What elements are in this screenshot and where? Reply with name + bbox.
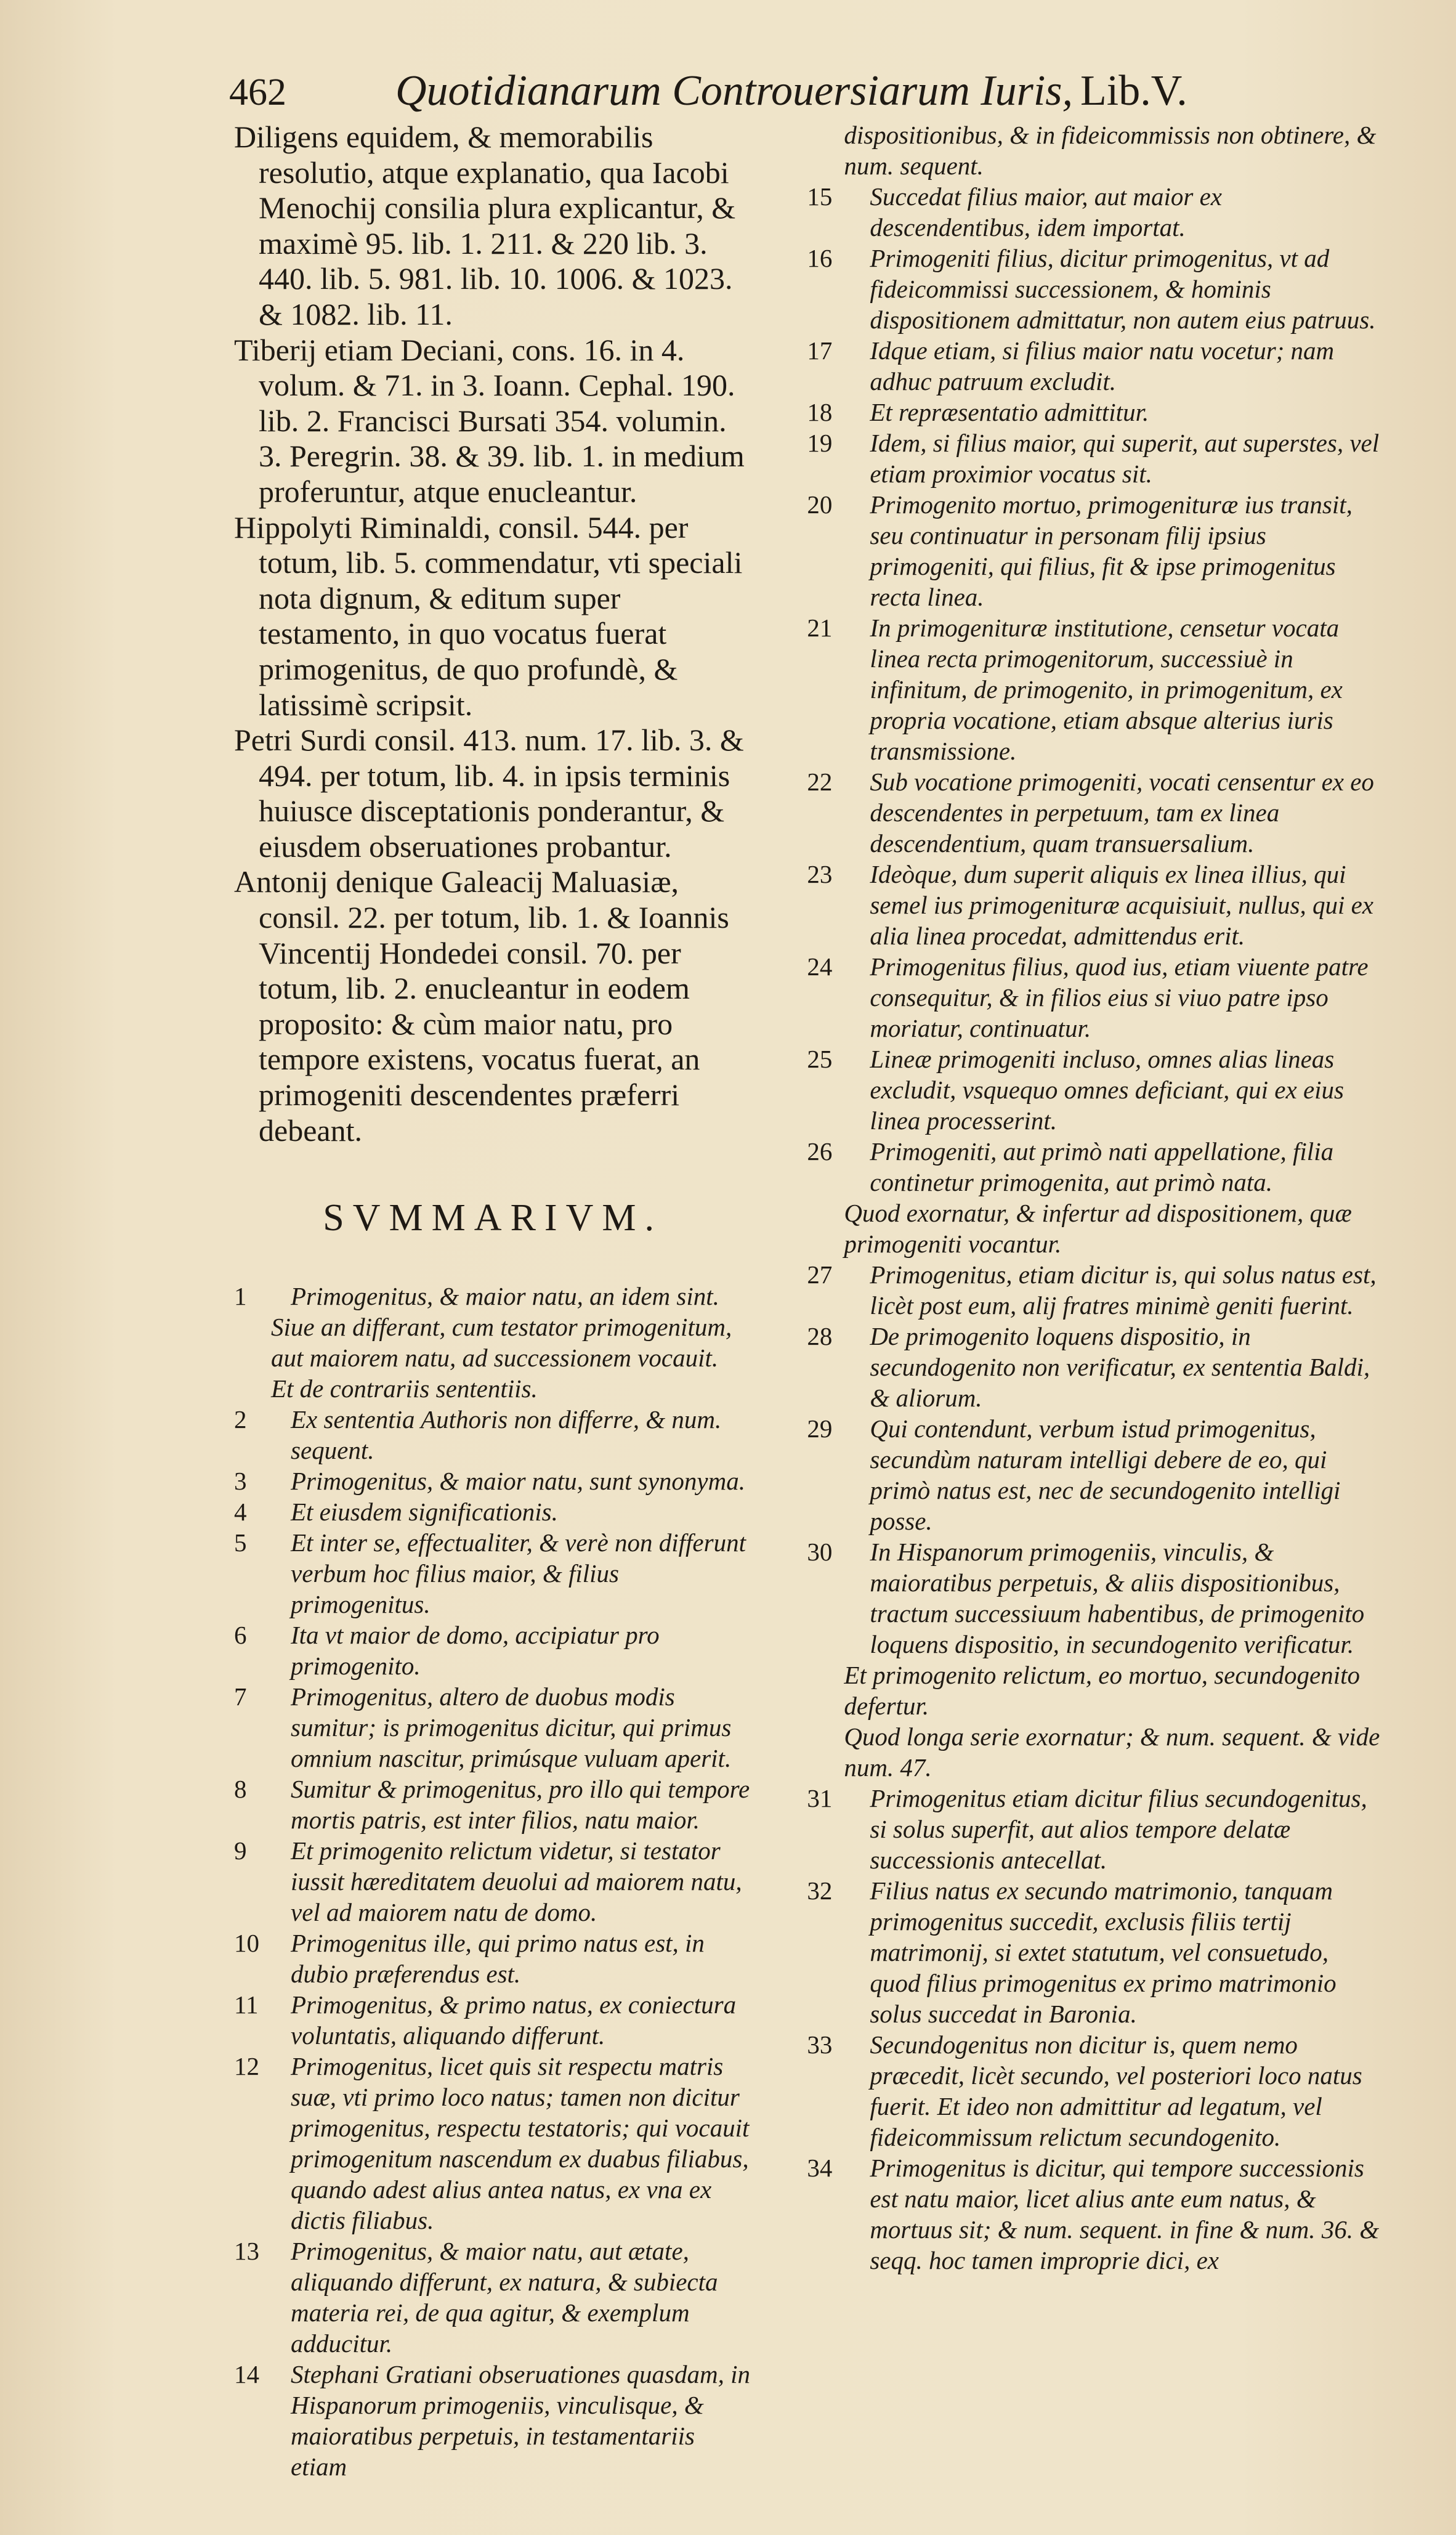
paragraph: Tiberij etiam Deciani, cons. 16. in 4. volum. & 71. in 3. Ioann. Cephal. 190. lib. 2. Francisci Bursati 354. volumin. 3. Peregrin. 38. & 39. lib. 1. in medium proferuntur, atque enucleantur. bbox=[234, 332, 745, 509]
entry-number: 21 bbox=[807, 614, 833, 642]
entry-number: 5 bbox=[234, 1528, 247, 1557]
summary-entry bbox=[807, 397, 1382, 428]
paragraph: Hippolyti Riminaldi, consil. 544. per totum, lib. 5. commendatur, vti speciali nota dignum, & editum super testamento, in quo vocatus fuerat primogenitus, de quo profundè, & latissimè scripsit. bbox=[234, 509, 743, 722]
entry-number: 12 bbox=[234, 2052, 259, 2081]
summary-entry bbox=[807, 243, 1382, 335]
entry-number: 33 bbox=[807, 2030, 833, 2059]
entry-text: Ex sententia Authoris non differre, & num. sequent. bbox=[291, 1405, 722, 1465]
entry-text: Primogenitus etiam dicitur filius secundogenitus, si solus superfit, aut alios tempore delatæ successionis antecellat. bbox=[870, 1784, 1367, 1874]
entry-subtext: dispositionibus, & in fideicommissis non obtinere, & num. sequent. bbox=[844, 121, 1377, 180]
entry-text: Primogenitus, & maior natu, sunt synonyma. bbox=[291, 1467, 745, 1496]
entry-text: Primogenitus, altero de duobus modis sumitur; is primogenitus dicitur, qui primus omnium nascitur, primúsque vuluam aperit. bbox=[291, 1682, 732, 1773]
entry-subtext: Et de contrariis sententiis. bbox=[271, 1374, 538, 1403]
entry-number: 7 bbox=[234, 1682, 247, 1711]
summary-entry bbox=[234, 1928, 751, 1989]
summary-entry bbox=[807, 2152, 1382, 2276]
entry-subtext: Siue an differant, cum testator primogenitum, aut maiorem natu, ad successionem vocauit. bbox=[271, 1313, 732, 1373]
running-title: Quotidianarum Controuersiarum Iuris, bbox=[395, 67, 1074, 115]
entry-text: Secundogenitus non dicitur is, quem nemo præcedit, licèt secundo, vel posteriori loco natus fuerit. Et ideo non admittitur ad legatum, vel fideicommissum relictum secundogenito. bbox=[870, 2030, 1362, 2151]
entry-number: 15 bbox=[807, 182, 833, 211]
summary-entry bbox=[807, 1875, 1382, 2029]
left-column bbox=[234, 120, 751, 2482]
entry-text: Ideòque, dum superit aliquis ex linea illius, qui semel ius primogenituræ acquisiuit, nullus, qui ex alia linea procedat, admittendus erit. bbox=[870, 860, 1373, 950]
entry-text: Idem, si filius maior, qui superit, aut superstes, vel etiam proximior vocatus sit. bbox=[870, 429, 1380, 488]
entry-text: Idque etiam, si filius maior natu vocetur; nam adhuc patruum excludit. bbox=[870, 336, 1335, 395]
entry-number: 31 bbox=[807, 1784, 833, 1812]
entry-number: 22 bbox=[807, 768, 833, 796]
book-number: Lib.V. bbox=[1080, 67, 1187, 115]
entry-text: Et primogenito relictum videtur, si testator iussit hæreditatem deuolui ad maiorem natu, vel ad maiorem natu de domo. bbox=[291, 1836, 742, 1927]
entry-text: Et eiusdem significationis. bbox=[291, 1498, 558, 1527]
entry-text: Primogenitus, & maior natu, aut ætate, aliquando differunt, ex natura, & subiecta materia rei, de qua agitur, & exemplum adducitur. bbox=[291, 2237, 718, 2358]
entry-number: 16 bbox=[807, 244, 833, 272]
entry-text: In primogenituræ institutione, censetur vocata linea recta primogenitorum, successiuè in infinitum, de primogenito, in primogenitum, ex propria vocatione, etiam absque alterius iuris transmissione. bbox=[870, 614, 1343, 765]
page-number: 462 bbox=[229, 71, 286, 113]
summary-entry bbox=[234, 1496, 751, 1527]
summary-entry bbox=[807, 1321, 1382, 1413]
entry-number: 3 bbox=[234, 1467, 247, 1496]
summary-entry bbox=[234, 1527, 751, 1620]
summary-entry bbox=[807, 181, 1382, 243]
entry-number: 34 bbox=[807, 2154, 833, 2182]
summary-entry bbox=[807, 489, 1382, 612]
entry-text: Primogenito mortuo, primogenituræ ius transit, seu continuatur in personam filij ipsius primogeniti, qui filius, fit & ipse primogenitus recta linea. bbox=[870, 490, 1353, 611]
entry-number: 19 bbox=[807, 429, 833, 457]
summary-entry bbox=[234, 1681, 751, 1774]
entry-subtext: Et primogenito relictum, eo mortuo, secundogenito defertur. bbox=[844, 1661, 1361, 1720]
entry-number: 10 bbox=[234, 1929, 259, 1958]
entry-text: Primogenitus is dicitur, qui tempore successionis est natu maior, licet alius ante eum natus, & mortuus sit; & num. sequent. in fine & num. 36. & seqq. hoc tamen improprie dici, ex bbox=[870, 2154, 1380, 2274]
paragraph: Diligens equidem, & memorabilis resolutio, atque explanatio, qua Iacobi Menochij consilia plura explicantur, & maximè 95. lib. 1. 211. & 220 lib. 3. 440. lib. 5. 981. lib. 10. 1006. & 1023. & 1082. lib. 11. bbox=[234, 120, 736, 331]
entry-text: Qui contendunt, verbum istud primogenitus, secundùm naturam intelligi debere de eo, qui primò natus est, nec de secundogenito intelligi posse. bbox=[870, 1414, 1341, 1535]
right-column bbox=[807, 120, 1382, 2482]
entry-number: 9 bbox=[234, 1836, 247, 1865]
summary-entry bbox=[807, 612, 1382, 766]
entry-number: 11 bbox=[234, 1990, 259, 2019]
entry-number: 2 bbox=[234, 1405, 247, 1434]
entry-number: 29 bbox=[807, 1414, 833, 1443]
entry-number: 17 bbox=[807, 336, 833, 365]
entry-number: 32 bbox=[807, 1876, 833, 1905]
summary-entry bbox=[807, 1136, 1382, 1198]
summary-entry bbox=[807, 1044, 1382, 1136]
summary-entry bbox=[234, 1774, 751, 1835]
entry-text: Primogenitus, etiam dicitur is, qui solus natus est, licèt post eum, alij fratres minimè geniti fuerint. bbox=[870, 1260, 1377, 1320]
summary-entry bbox=[234, 2359, 751, 2482]
entry-number: 30 bbox=[807, 1538, 833, 1566]
entry-subtext: Quod longa serie exornatur; & num. sequent. & vide num. 47. bbox=[844, 1722, 1380, 1782]
entry-text: Et inter se, effectualiter, & verè non differunt verbum hoc filius maior, & filius primogenitus. bbox=[291, 1528, 746, 1619]
summary-entry bbox=[807, 428, 1382, 489]
summary-entry bbox=[234, 1835, 751, 1928]
entry-text: De primogenito loquens dispositio, in secundogenito non verificatur, ex sententia Baldi, & aliorum. bbox=[870, 1322, 1370, 1412]
summary-entry bbox=[807, 766, 1382, 859]
entry-number: 26 bbox=[807, 1137, 833, 1166]
entry-number: 28 bbox=[807, 1322, 833, 1350]
entry-text: Primogenitus ille, qui primo natus est, in dubio præferendus est. bbox=[291, 1929, 705, 1989]
entry-text: In Hispanorum primogeniis, vinculis, & maioratibus perpetuis, & aliis dispositionibus, tractum successiuum habentibus, de primogenito loquens dispositio, in secundogenito verificatur. bbox=[870, 1538, 1365, 1658]
paragraph: Antonij denique Galeacij Maluasiæ, consil. 22. per totum, lib. 1. & Ioannis Vincentij Hondedei consil. 70. per totum, lib. 2. enucleantur in eodem proposito: & cùm maior natu, pro tempore existens, vocatus fuerat, an primogeniti descendentes præferri debeant. bbox=[234, 864, 729, 1148]
entry-number: 23 bbox=[807, 860, 833, 888]
entry-number: 20 bbox=[807, 490, 833, 519]
entry-number: 27 bbox=[807, 1260, 833, 1289]
entry-text: Stephani Gratiani obseruationes quasdam, in Hispanorum primogeniis, vinculisque, & maioratibus perpetuis, in testamentariis etiam bbox=[291, 2360, 750, 2481]
entry-text: Primogeniti, aut primò nati appellatione, filia continetur primogenita, aut primò nata. bbox=[870, 1137, 1334, 1196]
summary-entry bbox=[807, 1413, 1382, 1536]
entry-text: Filius natus ex secundo matrimonio, tanquam primogenitus succedit, exclusis filiis tertij matrimonij, si extet statutum, vel consuetudo, quod filius primogenitus ex primo matrimonio solus succedat in Baronia. bbox=[870, 1876, 1337, 2028]
summarium-heading: SVMMARIVM. bbox=[323, 1197, 663, 1239]
summary-entry bbox=[807, 335, 1382, 397]
entry-number: 25 bbox=[807, 1045, 833, 1073]
summary-entry bbox=[807, 1783, 1382, 1875]
entry-text: Succedat filius maior, aut maior ex descendentibus, idem importat. bbox=[870, 182, 1222, 241]
entry-number: 1 bbox=[234, 1282, 247, 1311]
summary-entry bbox=[807, 951, 1382, 1044]
summary-entry bbox=[234, 2051, 751, 2236]
entry-text: Sub vocatione primogeniti, vocati censentur ex eo descendentes in perpetuum, tam ex linea descendentium, quam transuersalium. bbox=[870, 768, 1374, 858]
paragraph: Petri Surdi consil. 413. num. 17. lib. 3. & 494. per totum, lib. 4. in ipsis terminis huiusce disceptationis ponderantur, & eiusdem obseruationes probantur. bbox=[234, 723, 744, 864]
entry-text: Primogenitus, licet quis sit respectu matris suæ, vti primo loco natus; tamen non dicitur primogenitus, respectu testatoris; qui vocauit primogenitum nascendum ex duabus filiabus, quando adest alius antea natus, ex vna ex dictis filiabus. bbox=[291, 2052, 750, 2235]
entry-text: Primogenitus, & maior natu, an idem sint. bbox=[291, 1282, 719, 1311]
page-header bbox=[229, 67, 1382, 120]
entry-number: 14 bbox=[234, 2360, 259, 2389]
summary-entry bbox=[234, 2236, 751, 2359]
summary-entry bbox=[807, 1259, 1382, 1321]
entry-text: Primogeniti filius, dicitur primogenitus, vt ad fideicommissi successionem, & hominis dispositionem admittatur, non autem eius patruus. bbox=[870, 244, 1376, 334]
entry-number: 18 bbox=[807, 398, 833, 426]
summary-entry bbox=[234, 1281, 751, 1312]
entry-number: 13 bbox=[234, 2237, 259, 2266]
entry-number: 4 bbox=[234, 1498, 247, 1527]
entry-subtext: Quod exornatur, & infertur ad dispositionem, quæ primogeniti vocantur. bbox=[844, 1199, 1352, 1258]
summary-entry bbox=[234, 1620, 751, 1681]
entry-text: Primogenitus, & primo natus, ex coniectura voluntatis, aliquando differunt. bbox=[291, 1990, 737, 2050]
summary-entry bbox=[234, 1404, 751, 1466]
entry-text: Primogenitus filius, quod ius, etiam viuente patre consequitur, & in filios eius si viuo patre ipso moriatur, continuatur. bbox=[870, 952, 1369, 1042]
entry-text: Lineæ primogeniti incluso, omnes alias lineas excludit, vsquequo omnes deficiant, qui ex eius linea processerint. bbox=[870, 1045, 1344, 1135]
summary-entry bbox=[807, 859, 1382, 951]
entry-text: Et repræsentatio admittitur. bbox=[870, 398, 1149, 426]
entry-text: Ita vt maior de domo, accipiatur pro primogenito. bbox=[291, 1621, 660, 1681]
entry-number: 24 bbox=[807, 952, 833, 981]
summary-entry bbox=[234, 1466, 751, 1496]
summary-entry bbox=[807, 2029, 1382, 2152]
summary-entry bbox=[234, 1989, 751, 2051]
summary-entry bbox=[807, 1536, 1382, 1660]
entry-number: 6 bbox=[234, 1621, 247, 1650]
entry-number: 8 bbox=[234, 1775, 247, 1804]
entry-text: Sumitur & primogenitus, pro illo qui tempore mortis patris, est inter filios, natu maior. bbox=[291, 1775, 750, 1835]
